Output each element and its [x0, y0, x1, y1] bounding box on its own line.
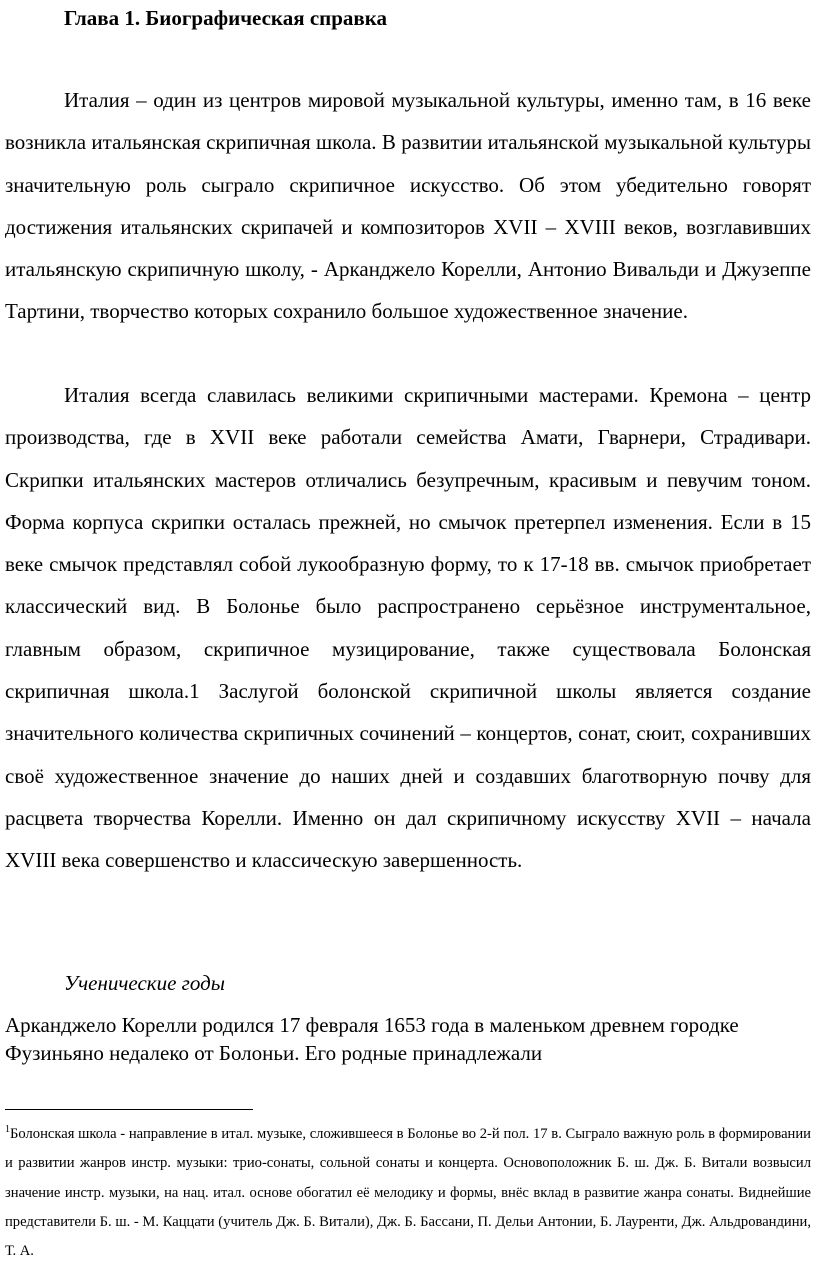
- footnote-divider: [5, 1109, 253, 1110]
- footnote-marker: 1: [5, 1124, 10, 1135]
- footnote: [5, 1120, 811, 1266]
- chapter-heading: Глава 1. Биографическая справка: [64, 6, 388, 30]
- section-subheading: Ученические годы: [64, 971, 225, 995]
- paragraph-corelli-birth: Арканджело Корелли родился 17 февраля 1653 года в маленьком древнем городке Фузиньяно недалеко от Болоньи. Его родные принадлежали: [5, 1013, 739, 1065]
- paragraph-violin-masters: Италия всегда славилась великими скрипичными мастерами. Кремона – центр производства, где в XVII веке работали семейства Амати, Гварнери, Страдивари. Скрипки итальянских мастеров отличались безупречным, красивым и певучим тоном. Форма корпуса скрипки осталась прежней, но смычок претерпел изменения. Если в 15 веке смычок представлял собой лукообразную форму, то к 17-18 вв. смычок приобретает классический вид. В Болонье было распространено серьёзное инструментальное, главным образом, скрипичное музицирование, также существовала Болонская скрипичная школа.1 Заслугой болонской скрипичной школы является создание значительного количества скрипичных сочинений – концертов, сонат, сюит, сохранивших своё художественное значение до наших дней и создавших благотворную почву для расцвета творчества Корелли. Именно он дал скрипичному искусству XVII – начала XVIII века совершенство и классическую завершенность.: [5, 383, 811, 873]
- paragraph-italy-culture: Италия – один из центров мировой музыкальной культуры, именно там, в 16 веке возникла итальянская скрипичная школа. В развитии итальянской музыкальной культуры значительную роль сыграло скрипичное искусство. Об этом убедительно говорят достижения итальянских скрипачей и композиторов XVII – XVIII веков, возглавивших итальянскую скрипичную школу, - Арканджело Корелли, Антонио Вивальди и Джузеппе Тартини, творчество которых сохранило большое художественное значение.: [5, 88, 811, 324]
- footnote-text: Болонская школа - направление в итал. музыке, сложившееся в Болонье во 2-й пол. 17 в. Сыграло важную роль в формировании и развитии жанров инстр. музыки: трио-сонаты, сольной сонаты и концерта. Основоположник Б. ш. Дж. Б. Витали возвысил значение инстр. музыки, на нац. итал. основе обогатил её мелодику и формы, внёс вклад в развитие жанра сонаты. Виднейшие представители Б. ш. - М. Каццати (учитель Дж. Б. Витали), Дж. Б. Бассани, П. Дельи Антонии, Б. Лауренти, Дж. Альдровандини, Т. А.: [5, 1126, 811, 1260]
